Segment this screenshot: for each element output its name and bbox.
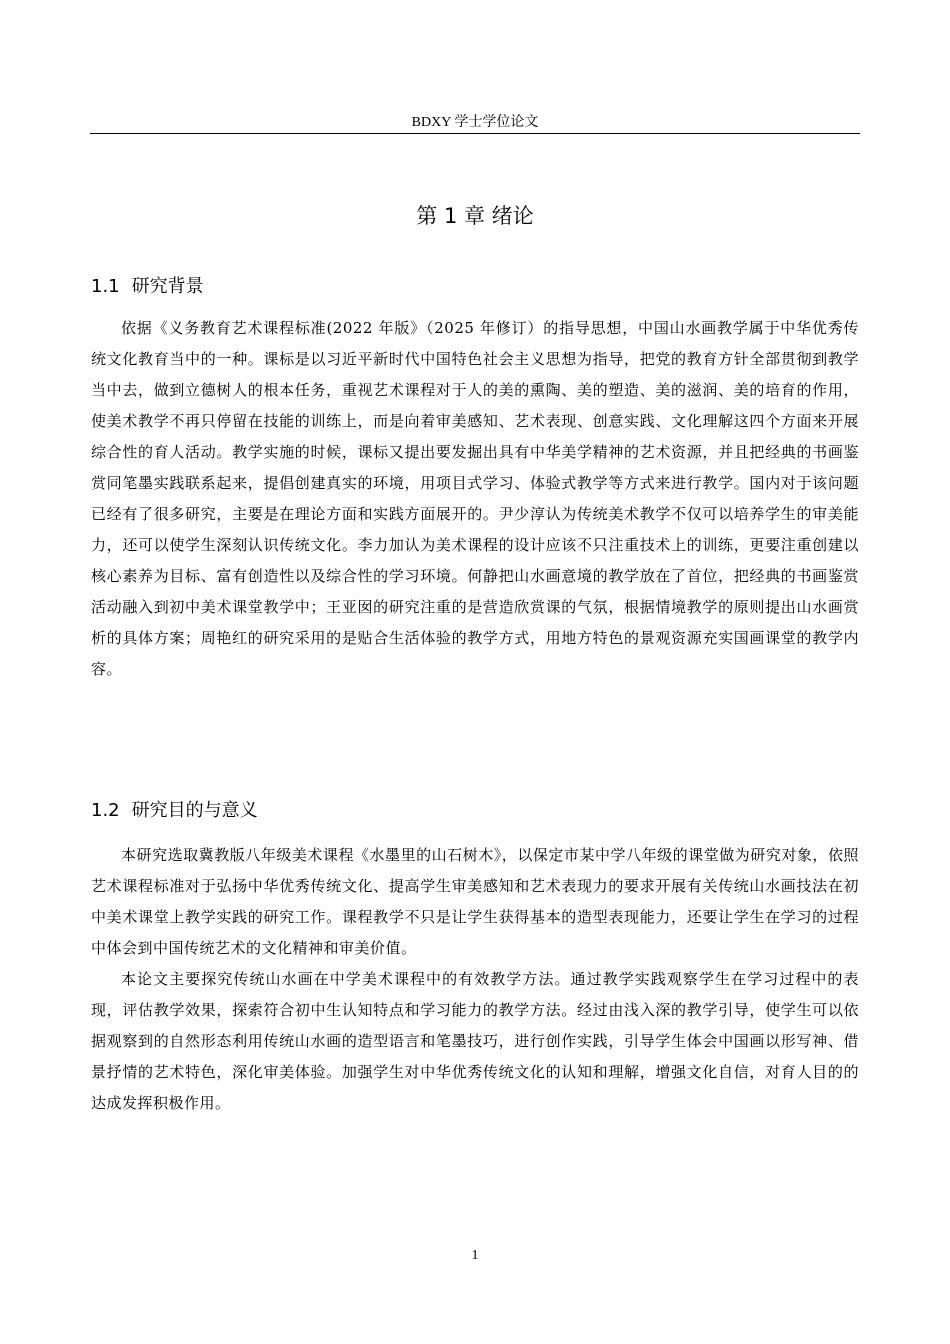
section-number: 1.1 (91, 276, 120, 297)
page-number: 1 (471, 1248, 479, 1263)
section-heading-research-background (91, 273, 204, 301)
running-header: BDXY 学士学位论文 (411, 115, 539, 130)
section-title: 研究目的与意义 (131, 800, 258, 821)
paragraph: 本研究选取冀教版八年级美术课程《水墨里的山石树木》，以保定市某中学八年级的课堂做为研究对象，依照艺术课程标准对于弘扬中华优秀传统文化、提高学生审美感知和艺术表现力的要求开展有关传统山水画技法在初中美术课堂上教学实践的研究工作。课程教学不只是让学生获得基本的造型表现能力，还要让学生在学习的过程中体会到中国传统艺术的文化精神和审美价值。 (91, 846, 859, 957)
section-body-research-background (91, 313, 859, 685)
section-body-purpose-and-significance (91, 840, 859, 1119)
section-number: 1.2 (91, 800, 120, 821)
header-rule (90, 133, 860, 134)
paragraph: 依据《义务教育艺术课程标准(2022 年版》（2025 年修订）的指导思想，中国山水画教学属于中华优秀传统文化教育当中的一种。课标是以习近平新时代中国特色社会主义思想为指导，把党的教育方针全部贯彻到教学当中去，做到立德树人的根本任务，重视艺术课程对于人的美的熏陶、美的塑造、美的滋润、美的培育的作用，使美术教学不再只停留在技能的训练上，而是向着审美感知、艺术表现、创意实践、文化理解这四个方面来开展综合性的育人活动。教学实施的时候，课标又提出要发掘出具有中华美学精神的艺术资源，并且把经典的书画鉴赏同笔墨实践联系起来，提倡创建真实的环境，用项目式学习、体验式教学等方式来进行教学。国内对于该问题已经有了很多研究，主要是在理论方面和实践方面展开的。尹少淳认为传统美术教学不仅可以培养学生的审美能力，还可以使学生深刻认识传统文化。李力加认为美术课程的设计应该不只注重技术上的训练，更要注重创建以核心素养为目标、富有创造性以及综合性的学习环境。何静把山水画意境的教学放在了首位，把经典的书画鉴赏活动融入到初中美术课堂教学中；王亚囡的研究注重的是营造欣赏课的气氛，根据情境教学的原则提出山水画赏析的具体方案；周艳红的研究采用的是贴合生活体验的教学方式，用地方特色的景观资源充实国画课堂的教学内容。 (91, 319, 859, 678)
section-title: 研究背景 (131, 276, 204, 297)
chapter-title: 第 1 章 绪论 (416, 204, 534, 228)
paragraph: 本论文主要探究传统山水画在中学美术课程中的有效教学方法。通过教学实践观察学生在学习过程中的表现，评估教学效果，探索符合初中生认知特点和学习能力的教学方法。经过由浅入深的教学引导，使学生可以依据观察到的自然形态利用传统山水画的造型语言和笔墨技巧，进行创作实践，引导学生体会中国画以形写神、借景抒情的艺术特色，深化审美体验。加强学生对中华优秀传统文化的认知和理解，增强文化自信，对育人目的的达成发挥积极作用。 (91, 970, 859, 1112)
section-heading-purpose-and-significance (91, 797, 258, 825)
